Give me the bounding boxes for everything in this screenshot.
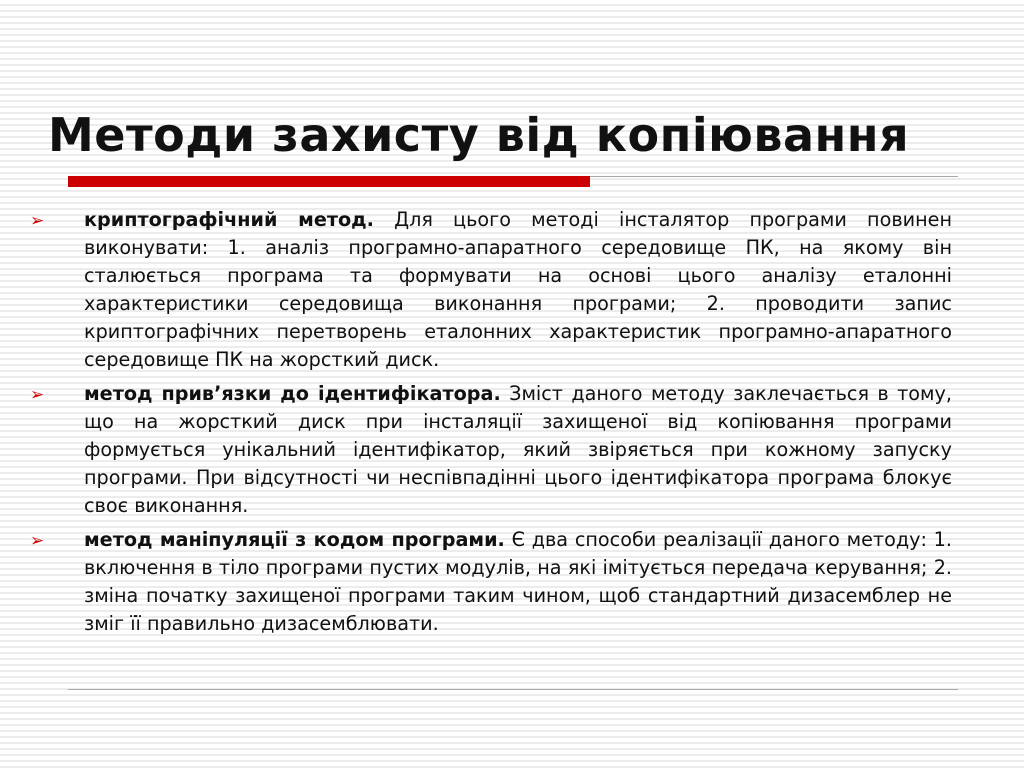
title-underline-rule	[590, 176, 958, 177]
bullet-body: Для цього методі інсталятор програми повинен виконувати: 1. аналіз програмно-апаратного середовище ПК, на якому він сталюється програма та формувати на основі цього аналізу еталонні характеристики середовища виконання програми; 2. проводити запис криптографічних перетворень еталонних характеристик програмно-апаратного середовище ПК на жорсткий диск.	[84, 208, 952, 371]
slide-title: Методи захисту від копіювання	[48, 108, 910, 162]
bullet-term: метод маніпуляції з кодом програми.	[84, 528, 505, 551]
title-underline-accent	[68, 176, 590, 187]
bullet-term: криптографічний метод.	[84, 208, 374, 231]
bullet-list	[0, 206, 952, 644]
bullet-item-identifier-binding-method	[0, 380, 952, 520]
red-arrow-icon: ➢	[30, 211, 45, 231]
bottom-rule	[68, 689, 958, 690]
bullet-item-code-manipulation-method	[0, 526, 952, 638]
bullet-paragraph	[84, 206, 952, 374]
bullet-body: Є два способи реалізації даного методу: 1. включення в тіло програми пустих модулів, на які імітується передача керування; 2. зміна початку захищеної програми таким чином, щоб стандартний дизасемблер не зміг її правильно дизасемблювати.	[84, 528, 952, 635]
bullet-paragraph	[84, 526, 952, 638]
bullet-paragraph	[84, 380, 952, 520]
red-arrow-icon: ➢	[30, 531, 45, 551]
bullet-body: Зміст даного методу заклечається в тому, що на жорсткий диск при інсталяції захищеної від копіювання програми формується унікальний ідентифікатор, який звіряється при кожному запуску програми. При відсутності чи неспівпадінні цього ідентифікатора програма блокує своє виконання.	[84, 382, 952, 517]
bullet-item-cryptographic-method	[0, 206, 952, 374]
red-arrow-icon: ➢	[30, 385, 45, 405]
bullet-term: метод прив’язки до ідентифікатора.	[84, 382, 501, 405]
